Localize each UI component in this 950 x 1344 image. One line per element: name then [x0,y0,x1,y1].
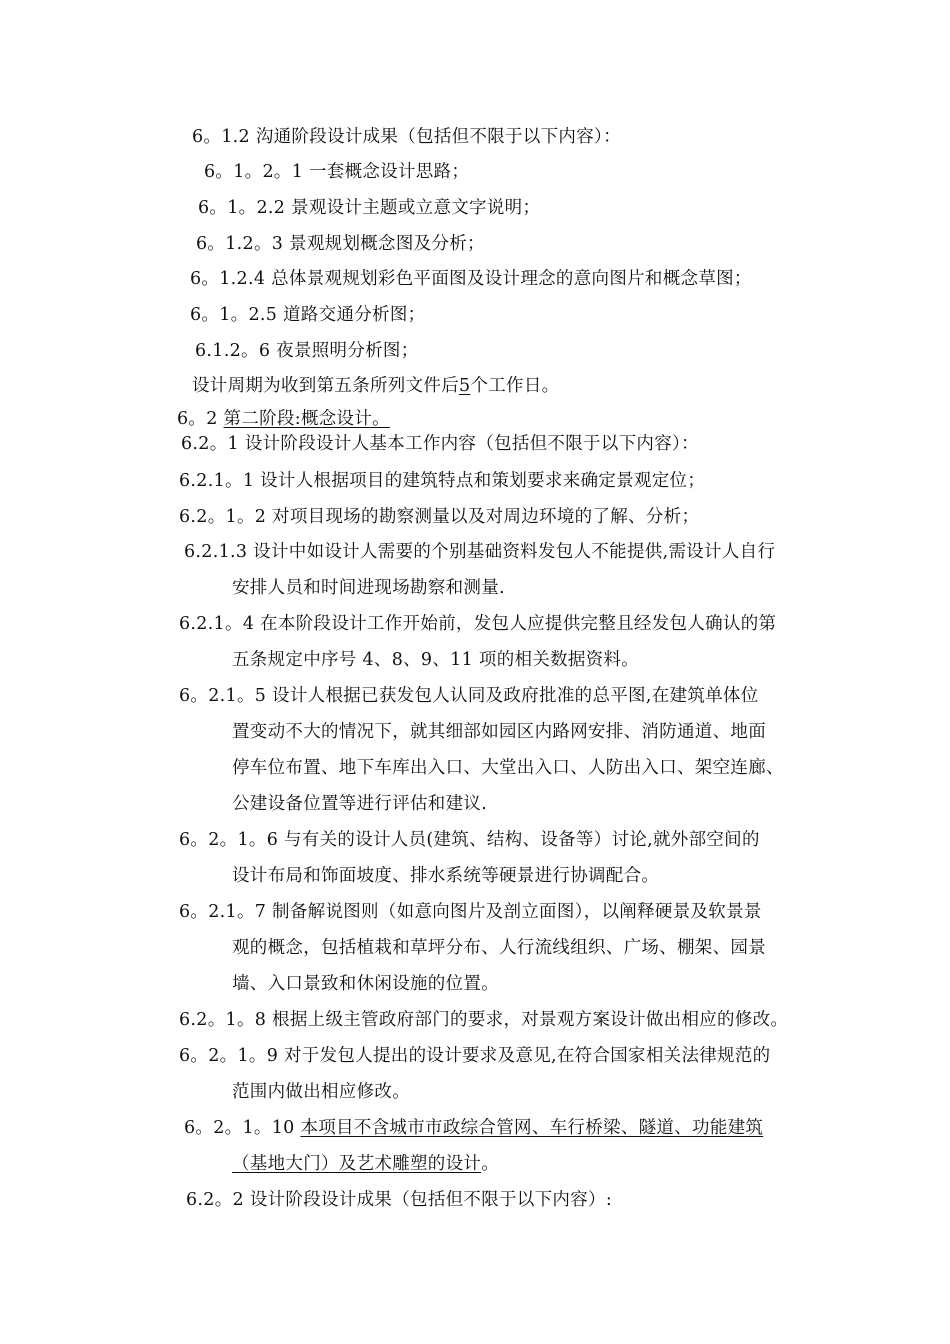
subsection-heading: 6.2。1 设计阶段设计人基本工作内容（包括但不限于以下内容）： [181,434,699,454]
subsection-heading: 6.2。2 设计阶段设计成果（包括但不限于以下内容）: [186,1190,613,1210]
period-prefix: 设计周期为收到第五条所列文件后 [192,376,459,396]
list-item: 6.1.2。6 夜景照明分析图； [195,341,419,361]
list-item: 6.2。1。2 对项目现场的勘察测量以及对周边环境的了解、分析； [179,507,700,527]
list-item-continuation: 观的概念，包括植栽和草坪分布、人行流线组织、广场、棚架、园景 [232,938,766,958]
list-item: 6.2.1。4 在本阶段设计工作开始前，发包人应提供完整且经发包人确认的第 [179,614,777,634]
list-item-continuation: 安排人员和时间进现场勘察和测量. [232,578,505,598]
list-item: 6。2.1。7 制备解说图则（如意向图片及剖立面图），以阐释硬景及软景景 [179,902,762,922]
list-item-continuation: 五条规定中序号 4、8、9、11 项的相关数据资料。 [232,650,640,670]
phase-title: 第二阶段:概念设计。 [223,409,390,429]
item-number: 6。2。1。10 [184,1118,301,1138]
exclusion-note-continued: （基地大门）及艺术雕塑的设计 [232,1154,482,1174]
list-item [184,1116,763,1140]
list-item: 6.2.1.3 设计中如设计人需要的个别基础资料发包人不能提供,需设计人自行 [184,542,776,562]
list-item-continuation [232,1152,499,1176]
list-item: 6。2.1。5 设计人根据已获发包人认同及政府批准的总平图,在建筑单体位 [179,686,759,706]
list-item: 6。1。2.5 道路交通分析图； [190,305,426,325]
list-item-continuation: 置变动不大的情况下，就其细部如园区内路网安排、消防通道、地面 [232,722,766,742]
phase-number: 6。2 [177,409,218,429]
list-item: 6。1.2。3 景观规划概念图及分析； [196,234,485,254]
period-suffix: 个工作日。 [470,376,560,396]
list-item-continuation: 设计布局和饰面坡度、排水系统等硬景进行协调配合。 [232,866,660,886]
list-item: 6。2。1。6 与有关的设计人员(建筑、结构、设备等）讨论,就外部空间的 [179,830,760,850]
list-item-continuation: 停车位布置、地下车库出入口、大堂出入口、人防出入口、架空连廊、 [232,758,784,778]
list-item-continuation: 范围内做出相应修改。 [232,1082,410,1102]
list-item: 6。1.2.4 总体景观规划彩色平面图及设计理念的意向图片和概念草图； [190,269,752,289]
list-item: 6。1。2。1 一套概念设计思路； [204,162,470,182]
phase-heading [177,407,390,431]
list-item-continuation: 公建设备位置等进行评估和建议. [232,794,488,814]
list-item: 6。2。1。9 对于发包人提出的设计要求及意见,在符合国家相关法律规范的 [179,1046,771,1066]
list-item: 6.2。1。8 根据上级主管政府部门的要求，对景观方案设计做出相应的修改。 [179,1010,789,1030]
list-item: 6.2.1。1 设计人根据项目的建筑特点和策划要求来确定景观定位； [179,471,706,491]
item-tail: 。 [481,1154,500,1174]
list-item: 6。1。2.2 景观设计主题或立意文字说明； [198,198,541,218]
period-days: 5 [459,376,471,396]
exclusion-note: 本项目不含城市市政综合管网、车行桥梁、隧道、功能建筑 [300,1118,764,1138]
design-period-text [192,374,559,398]
list-item-continuation: 墙、入口景致和休闲设施的位置。 [232,974,499,994]
section-heading: 6。1.2 沟通阶段设计成果（包括但不限于以下内容）： [192,127,621,147]
